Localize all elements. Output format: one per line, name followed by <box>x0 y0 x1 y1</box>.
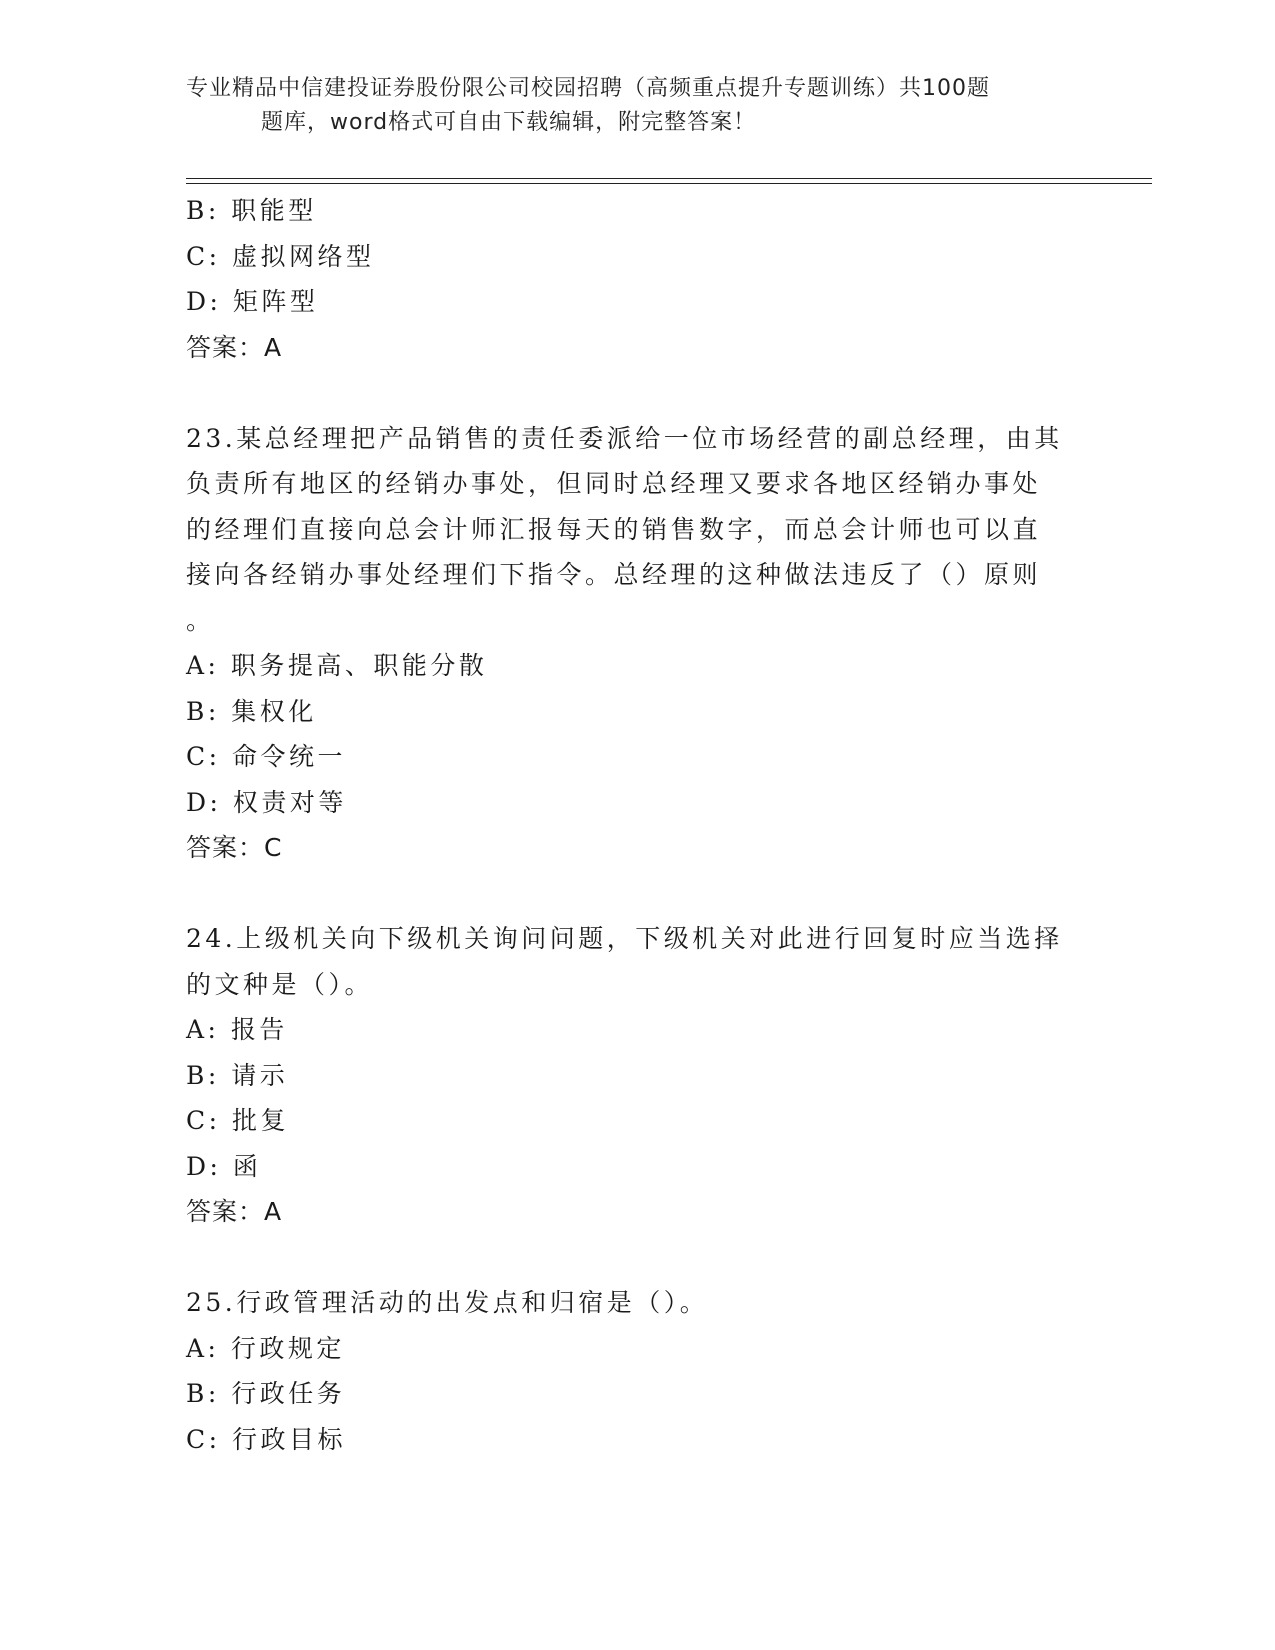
q23-stem-line: 接向各经销办事处经理们下指令。总经理的这种做法违反了（）原则 <box>186 560 1042 589</box>
spacer <box>186 370 1086 416</box>
question-22 <box>186 188 1086 370</box>
q24-option-a: A: 报告 <box>186 1015 288 1044</box>
q22-option-d: D: 矩阵型 <box>186 287 319 316</box>
q25-option-c: C: 行政目标 <box>186 1424 346 1454</box>
header-divider-top <box>186 178 1152 179</box>
q23-option-b: B: 集权化 <box>186 696 317 726</box>
q23-stem-line: 的经理们直接向总会计师汇报每天的销售数字，而总会计师也可以直 <box>186 514 1042 544</box>
q24-option-d: D: 函 <box>186 1151 262 1181</box>
q24-option-b: B: 请示 <box>186 1060 289 1090</box>
question-23 <box>186 416 1086 871</box>
q23-stem-line: 23.某总经理把产品销售的责任委派给一位市场经营的副总经理，由其 <box>186 423 1063 453</box>
spacer <box>186 1235 1086 1281</box>
q23-option-d: D: 权责对等 <box>186 787 347 817</box>
q23-answer: 答案：C <box>186 833 283 862</box>
question-24 <box>186 916 1086 1235</box>
document-header <box>186 72 1056 140</box>
q23-option-a: A: 职务提高、职能分散 <box>186 651 488 680</box>
q24-option-c: C: 批复 <box>186 1106 289 1135</box>
header-title-line1: 专业精品中信建投证券股份限公司校园招聘（高频重点提升专题训练）共100题 <box>186 76 990 101</box>
q23-option-c: C: 命令统一 <box>186 742 346 771</box>
q23-stem-line: 。 <box>186 605 215 635</box>
header-title-line2: 题库，word格式可自由下载编辑，附完整答案！ <box>261 110 757 135</box>
spacer <box>186 871 1086 917</box>
q22-option-b: B: 职能型 <box>186 196 317 225</box>
q22-answer: 答案：A <box>186 332 283 362</box>
question-content <box>186 188 1086 1462</box>
header-divider-bottom <box>186 183 1152 184</box>
q22-option-c: C: 虚拟网络型 <box>186 241 375 271</box>
question-25 <box>186 1280 1086 1462</box>
q24-answer: 答案：A <box>186 1197 283 1226</box>
q25-stem-line: 25.行政管理活动的出发点和归宿是（）。 <box>186 1288 709 1317</box>
q24-stem-line: 24.上级机关向下级机关询问问题，下级机关对此进行回复时应当选择 <box>186 924 1063 953</box>
q25-option-a: A: 行政规定 <box>186 1333 345 1363</box>
q23-stem-line: 负责所有地区的经销办事处，但同时总经理又要求各地区经销办事处 <box>186 469 1042 498</box>
q24-stem-line: 的文种是（）。 <box>186 969 374 999</box>
q25-option-b: B: 行政任务 <box>186 1379 346 1408</box>
